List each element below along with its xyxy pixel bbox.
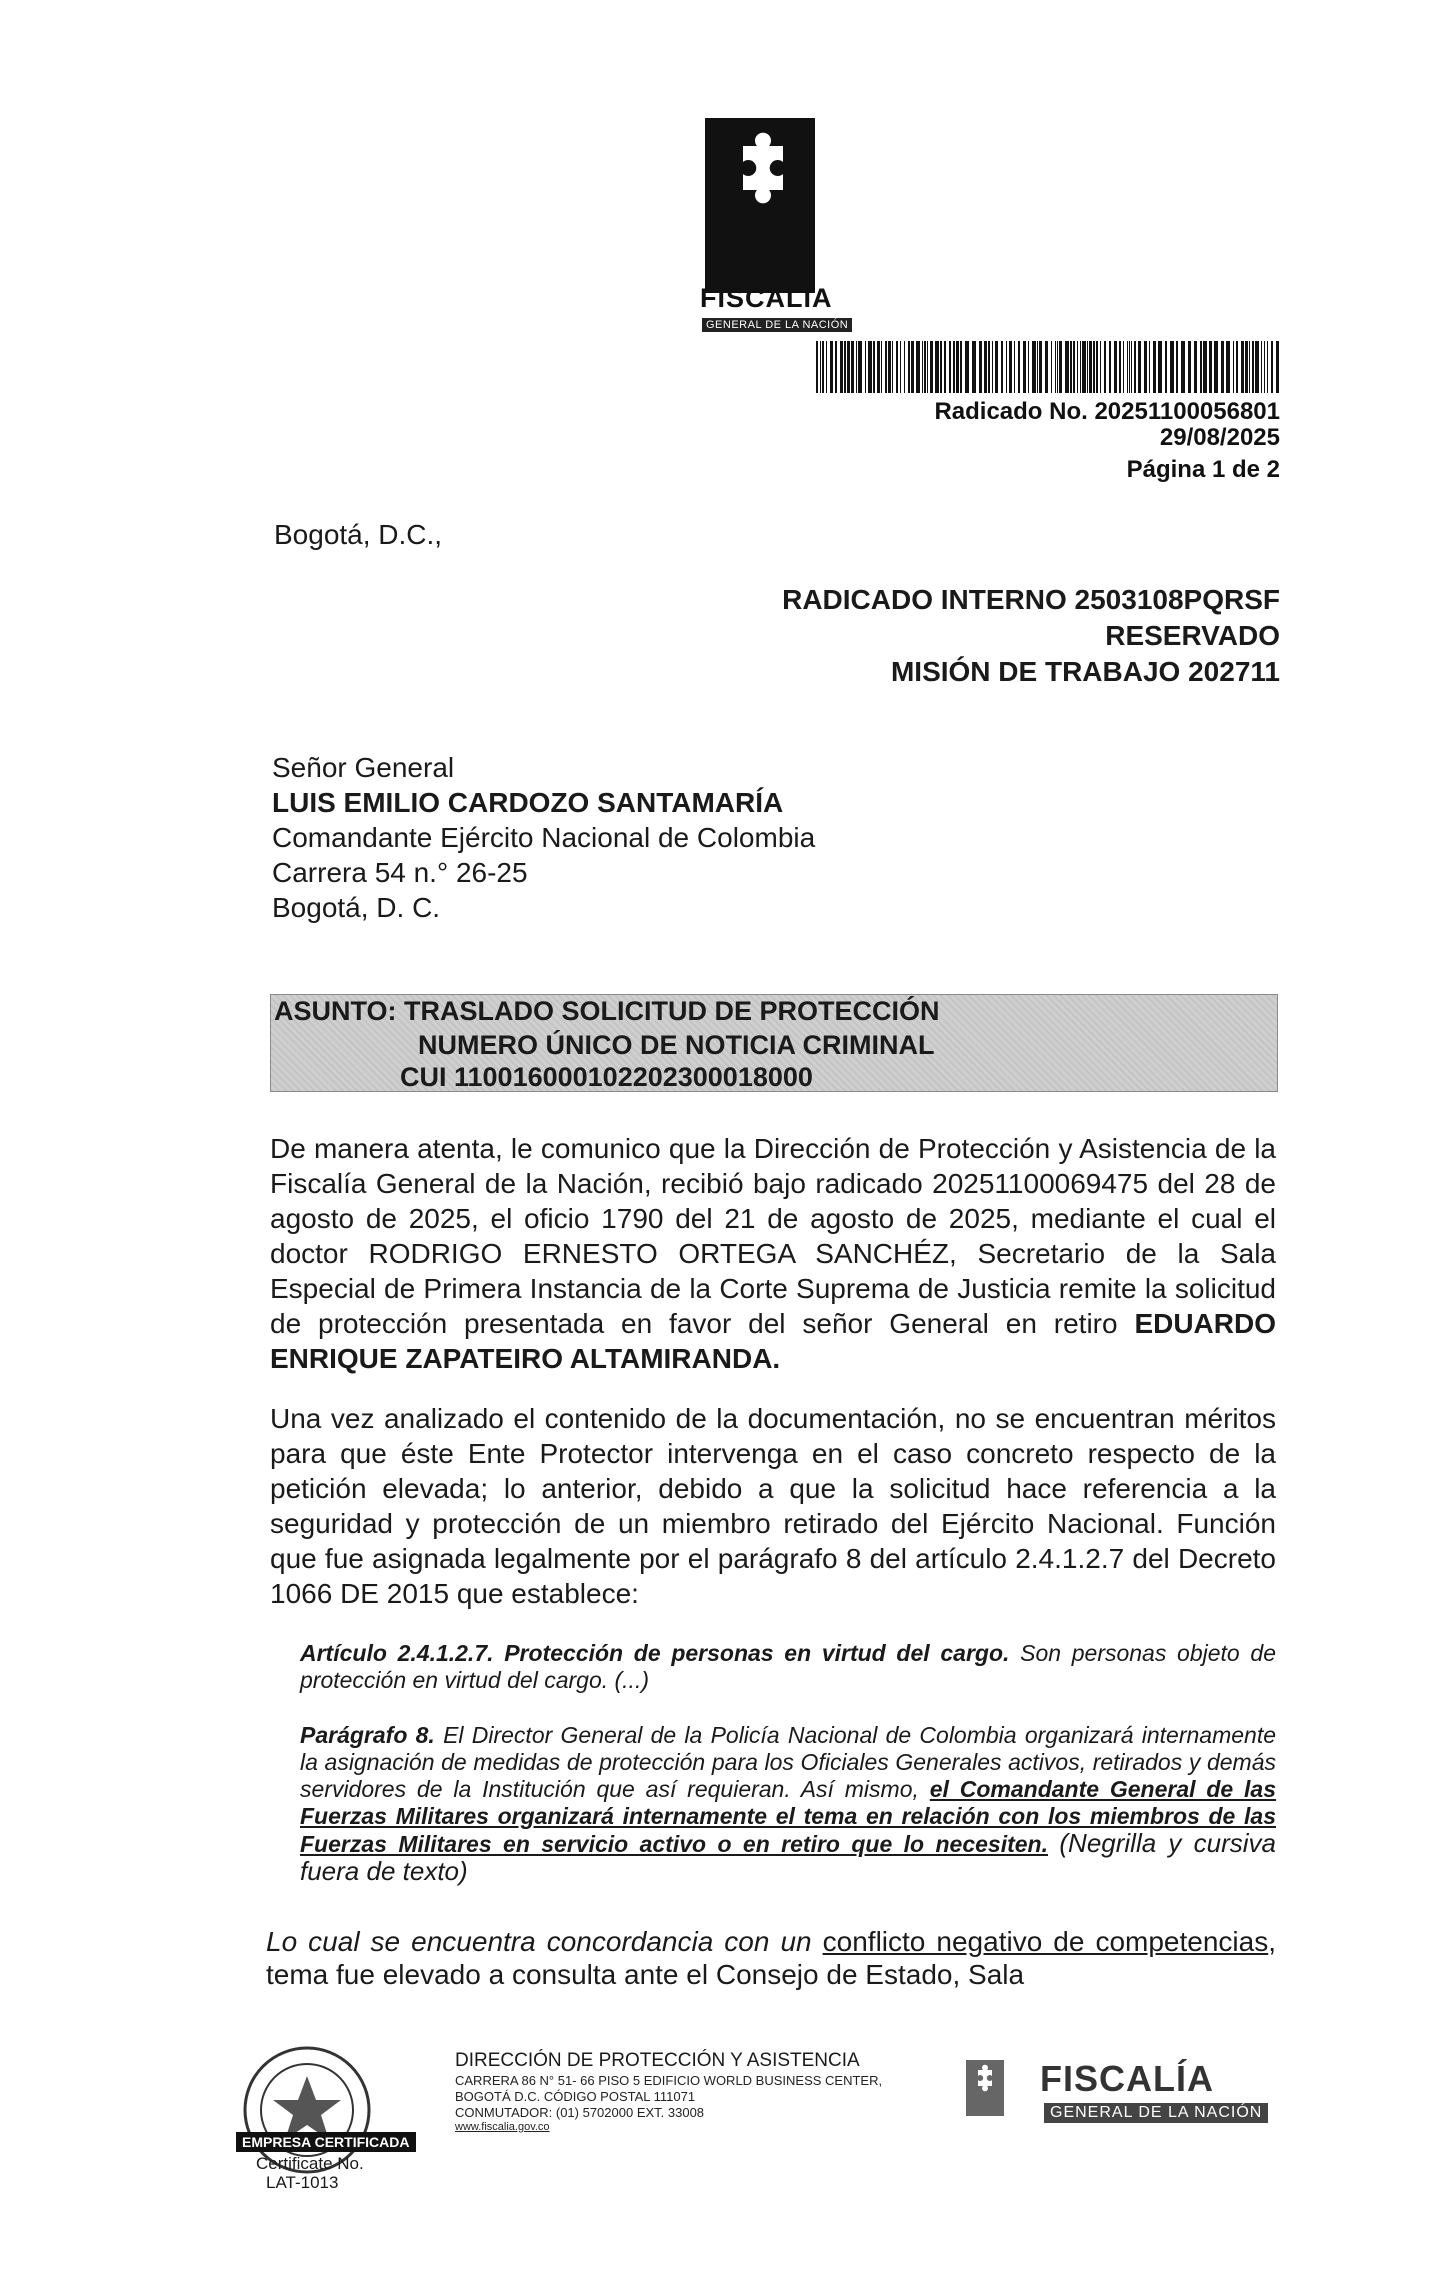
body-paragraph-2: Una vez analizado el contenido de la documentación, no se encuentran méritos para que éste Ente Protector intervenga en el caso concreto respecto de la petición elevada; lo anterior, debido a que la solicitud hace referencia a la seguridad y protección de un miembro retirado del Ejército Nacional. Función que fue asignada legalmente por el parágrafo 8 del artículo 2.4.1.2.7 del Decreto 1066 DE 2015 que establece:: [270, 1403, 1276, 1609]
barcode-bar: [949, 341, 951, 393]
quote-paragraph-text: El Director General de la Policía Nacional de Colombia organizará internamente la asignación de medidas de protección para los Oficiales Generales activos, retirados y demás servidores de la Institución que así requieran. Así mismo,: [300, 1722, 1276, 1802]
barcode-bar: [988, 341, 990, 393]
radicado-number: Radicado No. 20251100056801: [934, 398, 1280, 425]
internal-reference: RADICADO INTERNO 2503108PQRSF: [782, 584, 1280, 615]
barcode-bar: [995, 341, 998, 393]
barcode-bar: [922, 341, 923, 393]
barcode-bar: [984, 341, 987, 393]
subject-line: ASUNTO: TRASLADO SOLICITUD DE PROTECCIÓN: [274, 996, 940, 1026]
barcode-bar: [1252, 341, 1254, 393]
department-postal: BOGOTÁ D.C. CÓDIGO POSTAL 111071: [455, 2089, 696, 2104]
body-paragraph-3: [266, 1925, 1276, 1991]
barcode-bar: [1236, 341, 1238, 393]
footer-logo-title: FISCALÍA: [1040, 2058, 1214, 2099]
barcode-bar: [1255, 341, 1259, 393]
barcode-bar: [1271, 341, 1273, 393]
barcode-bar: [892, 341, 893, 393]
barcode-bar: [930, 341, 933, 393]
certificate-code: LAT-1013: [266, 2173, 339, 2192]
barcode-bar: [1221, 341, 1224, 393]
barcode-bar: [1037, 341, 1038, 393]
body-paragraph-3-underlined: conflicto negativo de competencias: [822, 1926, 1269, 1957]
barcode-bar: [1039, 341, 1042, 393]
barcode-bar: [1233, 341, 1234, 393]
barcode-bar: [1138, 341, 1141, 393]
certificate-label: Certificate No.: [256, 2154, 364, 2173]
classification-label: RESERVADO: [1105, 620, 1280, 651]
barcode-bar: [1057, 341, 1058, 393]
logo-subtitle: GENERAL DE LA NACIÓN: [702, 318, 852, 332]
barcode-bar: [1082, 341, 1086, 393]
barcode-bar: [924, 341, 926, 393]
barcode-bar: [1153, 341, 1156, 393]
barcode-bar: [1028, 341, 1029, 393]
barcode-bar: [1065, 341, 1069, 393]
barcode-bar: [972, 341, 976, 393]
barcode-bar: [1104, 341, 1106, 393]
barcode-bar: [816, 341, 818, 393]
barcode-bar: [1131, 341, 1132, 393]
barcode-bar: [877, 341, 880, 393]
barcode-bar: [1129, 341, 1130, 393]
barcode-bar: [953, 341, 955, 393]
barcode-bar: [822, 341, 824, 393]
barcode-bar: [1261, 341, 1262, 393]
barcode-bar: [1165, 341, 1167, 393]
department-address: CARRERA 86 N° 51- 66 PISO 5 EDIFICIO WORLD BUSINESS CENTER,: [455, 2073, 883, 2088]
barcode-bar: [1119, 341, 1121, 393]
barcode-bar: [1226, 341, 1230, 393]
quote-paragraph-emphasis: el Comandante General de las Fuerzas Militares organizará internamente el tema en relación con los miembros de las Fuerzas Militares en servicio activo o en retiro que lo necesiten.: [300, 1776, 1276, 1857]
quote-article: [300, 1640, 1276, 1694]
subject-line-noticia: NUMERO ÚNICO DE NOTICIA CRIMINAL: [418, 1030, 935, 1060]
barcode-bar: [1149, 341, 1150, 393]
quote-note: (Negrilla y cursiva fuera de texto): [300, 1828, 1277, 1886]
barcode-bar: [868, 341, 872, 393]
barcode-bar: [1249, 341, 1250, 393]
barcode-bar: [1134, 341, 1136, 393]
quote-article-title: Artículo 2.4.1.2.7. Protección de personas en virtud del cargo.: [300, 1640, 1010, 1666]
barcode-bar: [1055, 341, 1056, 393]
barcode-bar: [844, 341, 846, 393]
barcode-bar: [1241, 341, 1244, 393]
barcode-bar: [1051, 341, 1052, 393]
department-name: DIRECCIÓN DE PROTECCIÓN Y ASISTENCIA: [455, 2050, 860, 2071]
barcode-bar: [935, 341, 939, 393]
barcode-bar: [888, 341, 891, 393]
barcode-bar: [1032, 341, 1036, 393]
body-paragraph-3-start: Lo cual se encuentra concordancia con un: [266, 1926, 812, 1957]
addressee-street: Carrera 54 n.° 26-25: [272, 857, 528, 888]
barcode-bar: [1188, 341, 1191, 393]
barcode-bar: [1080, 341, 1081, 393]
barcode-bar: [1073, 341, 1075, 393]
body-paragraph-1: [270, 1131, 1276, 1376]
puzzle-logo-icon: [705, 118, 815, 293]
barcode-bar: [1114, 341, 1117, 393]
barcode-bar: [979, 341, 982, 393]
barcode-bar: [847, 341, 850, 393]
barcode-bar: [881, 341, 882, 393]
barcode-bar: [1070, 341, 1072, 393]
barcode-bar: [940, 341, 942, 393]
quote-paragraph: [300, 1722, 1276, 1886]
barcode-bar: [1267, 341, 1268, 393]
barcode-bar: [1209, 341, 1212, 393]
barcode-bar: [1170, 341, 1174, 393]
barcode-bar: [1276, 341, 1279, 393]
radicado-date: 29/08/2025: [1159, 424, 1280, 451]
logo-title: FISCALÍA: [700, 283, 833, 313]
addressee-city: Bogotá, D. C.: [272, 892, 441, 923]
barcode-bar: [908, 341, 910, 393]
barcode-bar: [820, 341, 821, 393]
department-website-link[interactable]: www.fiscalia.gov.co: [455, 2121, 550, 2133]
barcode-bar: [992, 341, 993, 393]
barcode-bar: [856, 341, 857, 393]
barcode-bar: [1100, 341, 1101, 393]
barcode-bar: [1001, 341, 1003, 393]
barcode-bar: [1181, 341, 1185, 393]
barcode-bar: [1009, 341, 1012, 393]
addressee-name: LUIS EMILIO CARDOZO SANTAMARÍA: [272, 787, 784, 818]
certified-company-badge: EMPRESA CERTIFICADA: [236, 2132, 416, 2152]
barcode-bar: [1203, 341, 1207, 393]
barcode-bar: [1127, 341, 1128, 393]
barcode-bar: [840, 341, 843, 393]
barcode-bar: [1006, 341, 1007, 393]
barcode-bar: [873, 341, 875, 393]
barcode-bar: [1123, 341, 1124, 393]
department-phone: CONMUTADOR: (01) 5702000 EXT. 33008: [455, 2105, 705, 2120]
barcode-bar: [900, 341, 901, 393]
barcode-bar: [960, 341, 962, 393]
barcode-bar: [1200, 341, 1202, 393]
barcode-bar: [1109, 341, 1111, 393]
barcode-bar: [965, 341, 969, 393]
body-paragraph-3-end: , tema fue elevado a consulta ante el Consejo de Estado, Sala: [266, 1926, 1276, 1990]
barcode-bar: [1077, 341, 1078, 393]
page-number: Página 1 de 2: [1126, 456, 1280, 483]
quote-paragraph-title: Parágrafo 8.: [300, 1722, 435, 1748]
barcode-bar: [1087, 341, 1088, 393]
addressee-salutation: Señor General: [272, 752, 455, 783]
barcode-bar: [1264, 341, 1265, 393]
barcode-bar: [1158, 341, 1162, 393]
barcode-bar: [1093, 341, 1095, 393]
city-line: Bogotá, D.C.,: [274, 519, 443, 550]
barcode-bar: [1045, 341, 1048, 393]
barcode-bar: [1059, 341, 1062, 393]
barcode-bar: [826, 341, 827, 393]
barcode-bar: [858, 341, 862, 393]
barcode-bar: [1214, 341, 1218, 393]
barcode-bar: [851, 341, 854, 393]
barcode-bar: [896, 341, 898, 393]
barcode-bar: [927, 341, 928, 393]
barcode-bar: [1096, 341, 1098, 393]
barcode-bar: [1194, 341, 1197, 393]
barcode-bar: [1014, 341, 1015, 393]
quote-article-text: Son personas objeto de protección en virtud del cargo. (...): [300, 1640, 1277, 1693]
barcode-bar: [1144, 341, 1147, 393]
mission-reference: MISIÓN DE TRABAJO 202711: [890, 656, 1280, 687]
barcode-bar: [944, 341, 946, 393]
barcode-bar: [1018, 341, 1020, 393]
barcode-bar: [904, 341, 905, 393]
barcode-bar: [885, 341, 887, 393]
barcode-bar: [1089, 341, 1092, 393]
barcode-bar: [956, 341, 959, 393]
body-paragraph-1-text: De manera atenta, le comunico que la Dirección de Protección y Asistencia de la Fiscalía General de la Nación, recibió bajo radicado 20251100069475 del 28 de agosto de 2025, el oficio 1790 del 21 de agosto de 2025, mediante el cual el doctor RODRIGO ERNESTO ORTEGA SANCHÉZ, Secretario de la Sala Especial de Primera Instancia de la Corte Suprema de Justicia remite la solicitud de protección presentada en favor del señor General en retiro: [270, 1133, 1276, 1339]
footer-puzzle-logo-icon: [966, 2060, 1004, 2116]
subject-line-cui: CUI 110016000102202300018000: [400, 1062, 813, 1092]
barcode-bar: [835, 341, 837, 393]
barcode-bar: [916, 341, 920, 393]
barcode-bar: [1023, 341, 1026, 393]
footer-logo-subtitle: GENERAL DE LA NACIÓN: [1044, 2103, 1268, 2123]
barcode-bar: [1176, 341, 1178, 393]
barcode-bar: [865, 341, 866, 393]
addressee-position: Comandante Ejército Nacional de Colombia: [272, 822, 816, 853]
barcode-bar: [911, 341, 914, 393]
barcode-bar: [1245, 341, 1248, 393]
barcode: [816, 341, 1280, 393]
beneficiary-name: EDUARDO ENRIQUE ZAPATEIRO ALTAMIRANDA.: [270, 1308, 1276, 1374]
barcode-bar: [830, 341, 833, 393]
